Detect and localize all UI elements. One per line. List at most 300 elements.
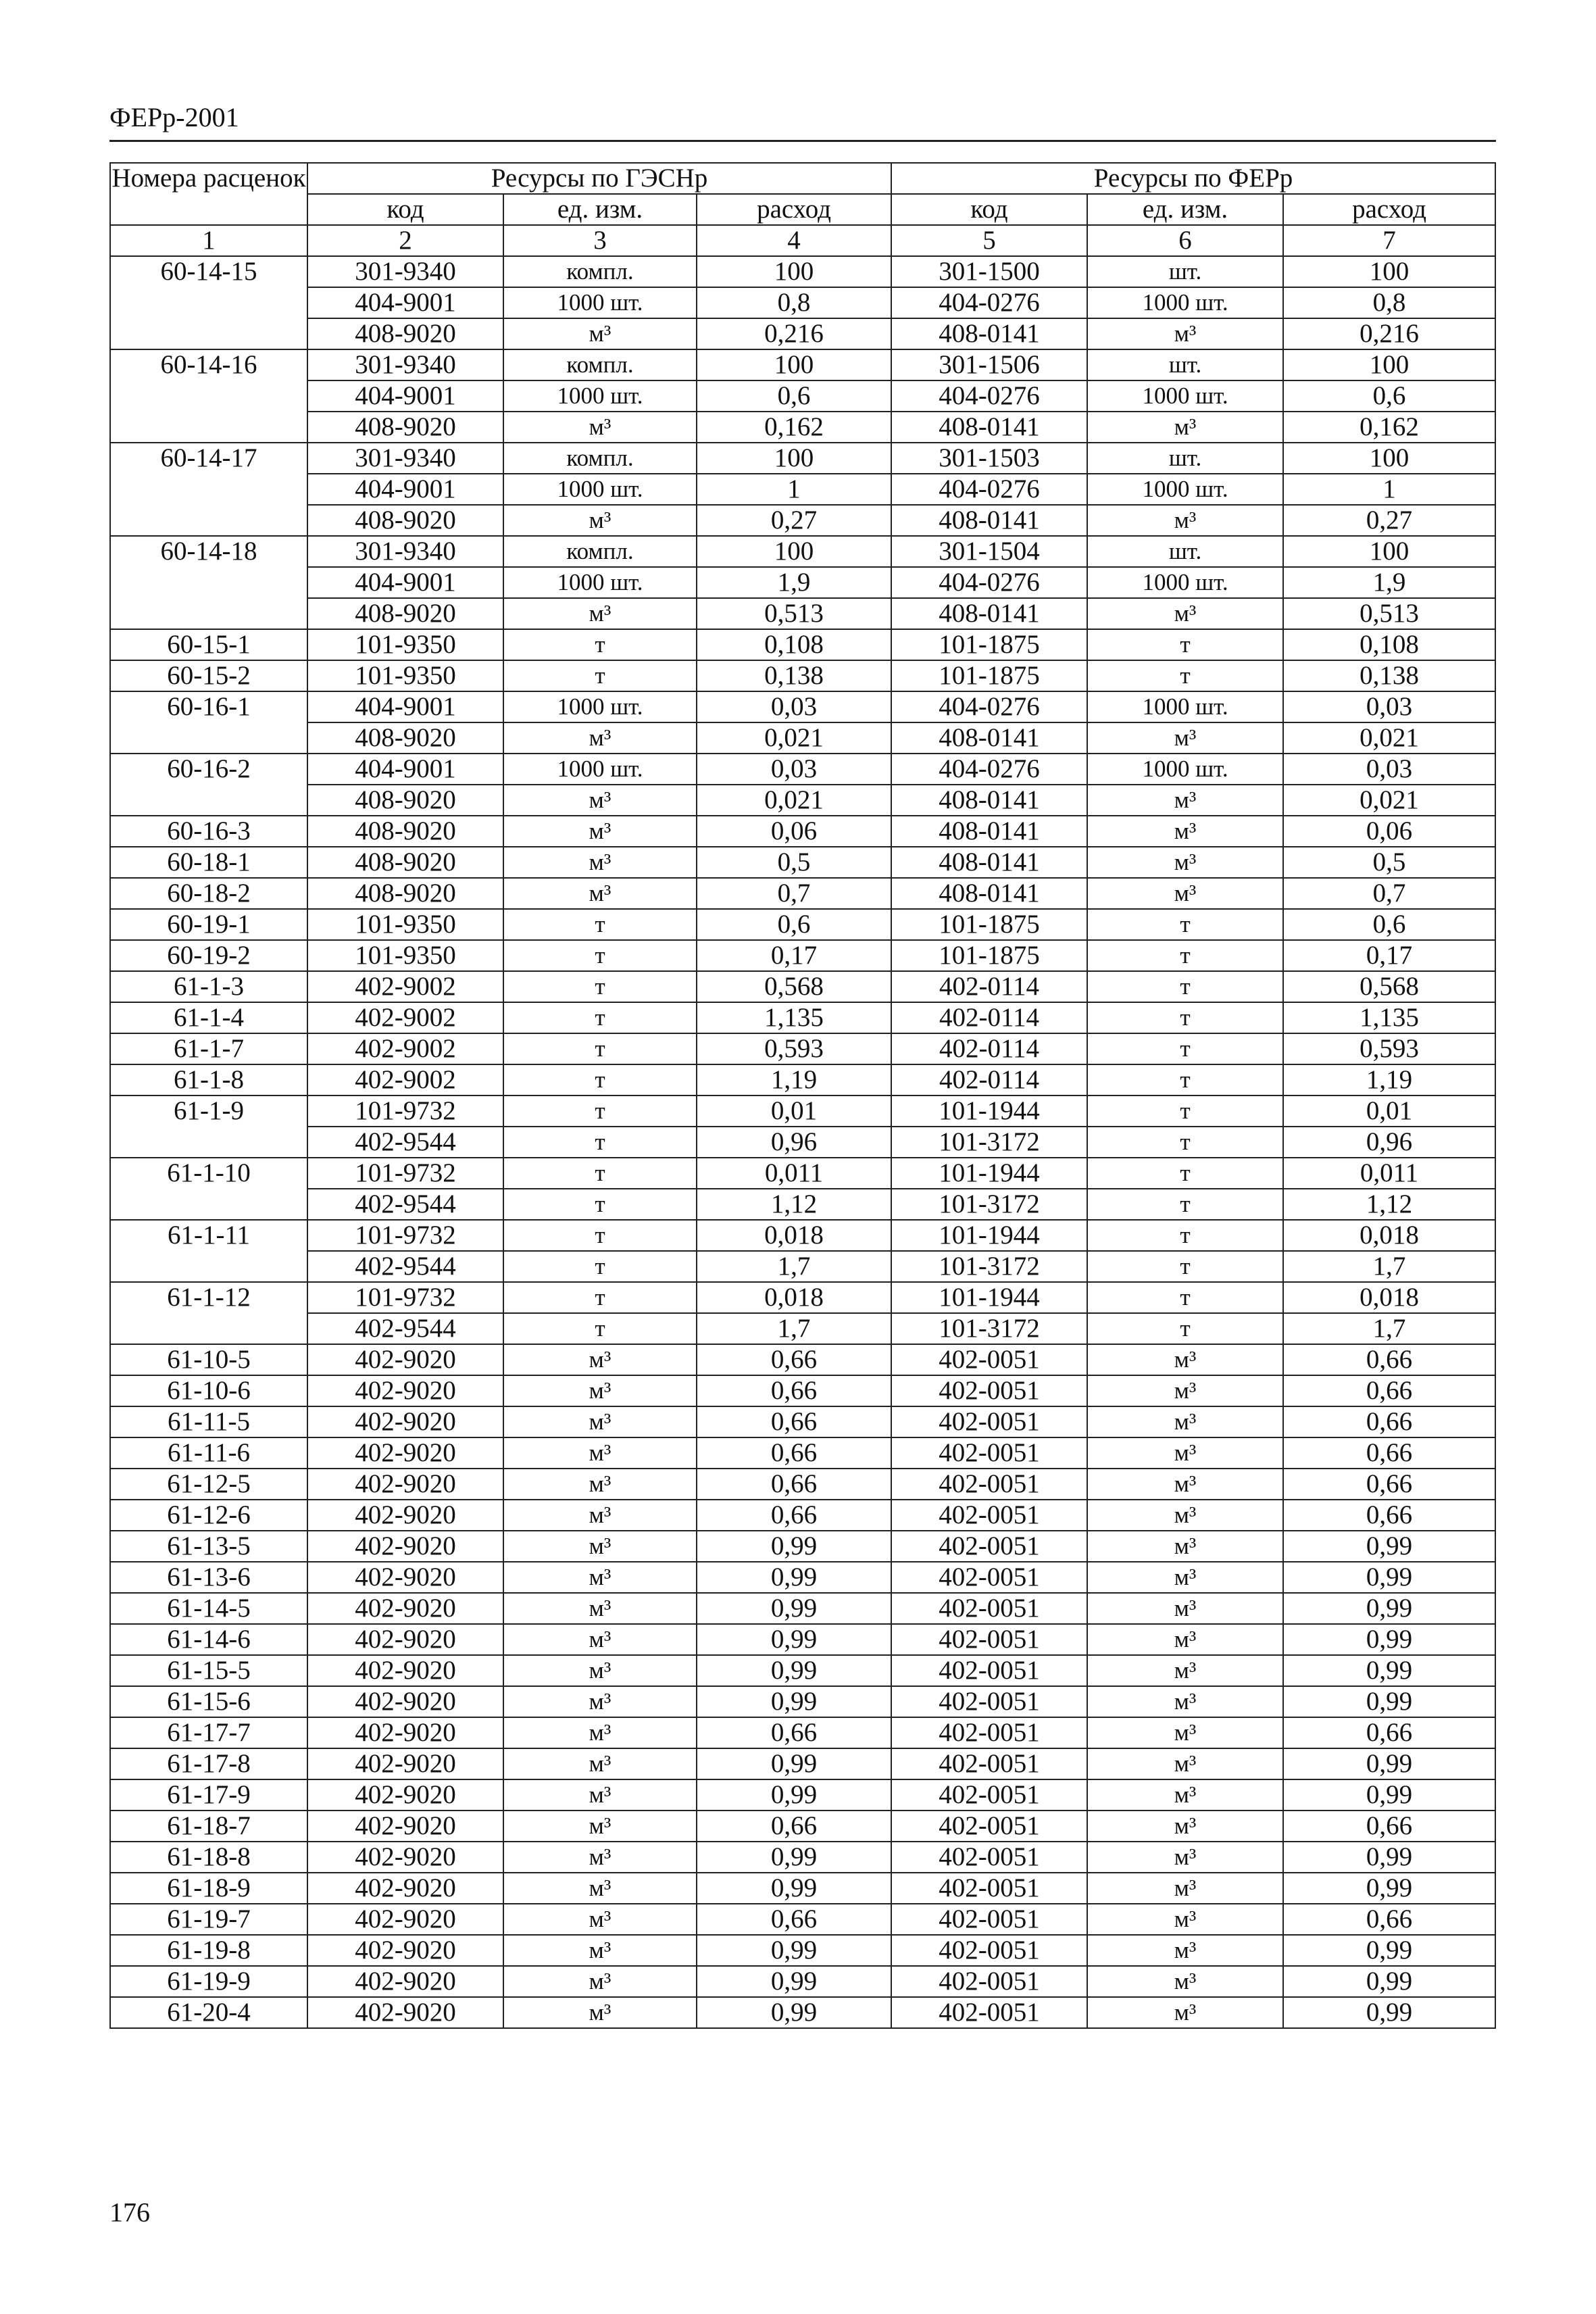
gesn-code-cell: 404-9001 [307,287,503,318]
rate-number-cell: 61-1-12 [110,1282,307,1344]
gesn-code-cell: 402-9020 [307,1686,503,1717]
gesn-code-cell: 402-9020 [307,1593,503,1624]
gesn-consumption-cell: 0,6 [697,909,891,940]
gesn-code-cell: 101-9732 [307,1220,503,1251]
gesn-code-cell: 402-9020 [307,1811,503,1842]
fer-code-cell: 408-0141 [891,598,1087,629]
fer-consumption-cell: 0,66 [1283,1811,1495,1842]
table-row [110,1127,1495,1158]
gesn-code-cell: 404-9001 [307,380,503,412]
fer-unit-cell: т [1087,1313,1283,1344]
fer-unit-cell: т [1087,971,1283,1002]
rate-number-cell: 60-14-15 [110,256,307,349]
fer-unit-cell: т [1087,1251,1283,1282]
gesn-consumption-cell: 0,66 [697,1437,891,1469]
rate-number-cell: 61-17-9 [110,1779,307,1811]
table-row [110,1437,1495,1469]
gesn-consumption-cell: 0,5 [697,847,891,878]
table-row [110,660,1495,691]
gesn-consumption-cell: 0,99 [697,1624,891,1655]
rate-number-cell: 61-18-9 [110,1873,307,1904]
fer-code-cell: 101-1944 [891,1282,1087,1313]
rate-number-cell: 60-16-2 [110,754,307,816]
gesn-code-cell: 404-9001 [307,567,503,598]
rate-number-cell: 61-1-11 [110,1220,307,1282]
gesn-unit-cell: 1000 шт. [503,380,697,412]
gesn-code-cell: 101-9732 [307,1158,503,1189]
gesn-unit-cell: м³ [503,1469,697,1500]
table-row [110,1002,1495,1033]
table-row [110,971,1495,1002]
rate-number-cell: 61-1-3 [110,971,307,1002]
table-row [110,1842,1495,1873]
fer-code-cell: 408-0141 [891,847,1087,878]
fer-consumption-cell: 1,7 [1283,1251,1495,1282]
table-row [110,1686,1495,1717]
fer-unit-cell: 1000 шт. [1087,287,1283,318]
rate-number-cell: 61-18-8 [110,1842,307,1873]
fer-code-cell: 408-0141 [891,722,1087,754]
fer-consumption-cell: 0,66 [1283,1406,1495,1437]
rate-number-cell: 60-19-2 [110,940,307,971]
gesn-consumption-cell: 0,66 [697,1500,891,1531]
column-number: 2 [307,225,503,256]
gesn-unit-cell: м³ [503,505,697,536]
gesn-unit-cell: м³ [503,1997,697,2028]
gesn-consumption-cell: 0,513 [697,598,891,629]
gesn-unit-cell: м³ [503,1873,697,1904]
fer-consumption-cell: 0,99 [1283,1966,1495,1997]
gesn-consumption-cell: 0,66 [697,1406,891,1437]
gesn-unit-cell: т [503,1127,697,1158]
gesn-code-cell: 402-9020 [307,1624,503,1655]
rate-number-cell: 60-18-1 [110,847,307,878]
fer-code-cell: 408-0141 [891,878,1087,909]
gesn-code-cell: 402-9020 [307,1406,503,1437]
gesn-consumption-cell: 0,06 [697,816,891,847]
fer-unit-cell: м³ [1087,598,1283,629]
gesn-code-cell: 408-9020 [307,816,503,847]
fer-consumption-cell: 0,99 [1283,1686,1495,1717]
gesn-consumption-cell: 0,6 [697,380,891,412]
gesn-code-cell: 101-9350 [307,909,503,940]
fer-unit-cell: т [1087,1220,1283,1251]
gesn-code-cell: 402-9020 [307,1904,503,1935]
gesn-code-cell: 408-9020 [307,318,503,349]
fer-unit-cell: т [1087,1002,1283,1033]
rate-number-cell: 61-11-6 [110,1437,307,1469]
fer-consumption-cell: 0,66 [1283,1500,1495,1531]
fer-unit-cell: м³ [1087,1811,1283,1842]
gesn-unit-cell: м³ [503,816,697,847]
gesn-code-cell: 402-9002 [307,1002,503,1033]
fer-consumption-cell: 0,17 [1283,940,1495,971]
gesn-consumption-cell: 100 [697,536,891,567]
gesn-unit-cell: м³ [503,1500,697,1531]
table-row [110,1997,1495,2028]
gesn-code-cell: 301-9340 [307,536,503,567]
fer-consumption-cell: 0,99 [1283,1655,1495,1686]
table-row [110,318,1495,349]
gesn-consumption-cell: 0,99 [697,1531,891,1562]
fer-unit-cell: т [1087,1127,1283,1158]
gesn-unit-cell: компл. [503,256,697,287]
gesn-code-cell: 402-9020 [307,1748,503,1779]
table-row [110,443,1495,474]
table-row [110,536,1495,567]
gesn-consumption-cell: 0,99 [697,1997,891,2028]
fer-unit-cell: м³ [1087,1873,1283,1904]
gesn-consumption-cell: 0,99 [697,1655,891,1686]
gesn-unit-cell: компл. [503,536,697,567]
fer-code-cell: 402-0051 [891,1437,1087,1469]
fer-code-cell: 101-3172 [891,1127,1087,1158]
gesn-code-cell: 402-9020 [307,1344,503,1375]
rate-number-cell: 61-19-7 [110,1904,307,1935]
rate-number-cell: 61-1-7 [110,1033,307,1064]
rate-number-cell: 60-14-18 [110,536,307,629]
fer-unit-cell: м³ [1087,1779,1283,1811]
table-row [110,1344,1495,1375]
fer-unit-cell: т [1087,1096,1283,1127]
sub-header-gesn-code: код [307,194,503,225]
gesn-unit-cell: т [503,1220,697,1251]
gesn-consumption-cell: 0,99 [697,1562,891,1593]
gesn-code-cell: 101-9350 [307,629,503,660]
gesn-code-cell: 402-9002 [307,1033,503,1064]
fer-consumption-cell: 0,7 [1283,878,1495,909]
table-row [110,1748,1495,1779]
table-row [110,1966,1495,1997]
fer-unit-cell: шт. [1087,349,1283,380]
table-row [110,256,1495,287]
table-row [110,287,1495,318]
gesn-unit-cell: т [503,660,697,691]
gesn-consumption-cell: 1,7 [697,1313,891,1344]
fer-consumption-cell: 100 [1283,349,1495,380]
fer-consumption-cell: 1,19 [1283,1064,1495,1096]
fer-code-cell: 402-0051 [891,1842,1087,1873]
column-number: 3 [503,225,697,256]
fer-consumption-cell: 0,66 [1283,1717,1495,1748]
table-head [110,163,1495,256]
gesn-consumption-cell: 0,66 [697,1717,891,1748]
fer-unit-cell: 1000 шт. [1087,754,1283,785]
gesn-consumption-cell: 0,96 [697,1127,891,1158]
rate-number-cell: 61-20-4 [110,1997,307,2028]
fer-code-cell: 402-0051 [891,1966,1087,1997]
table-row [110,1096,1495,1127]
fer-consumption-cell: 0,99 [1283,1779,1495,1811]
rate-number-cell: 61-14-6 [110,1624,307,1655]
gesn-consumption-cell: 1,135 [697,1002,891,1033]
fer-consumption-cell: 0,03 [1283,754,1495,785]
gesn-consumption-cell: 0,593 [697,1033,891,1064]
fer-code-cell: 101-1875 [891,660,1087,691]
gesn-unit-cell: м³ [503,1344,697,1375]
gesn-consumption-cell: 1,7 [697,1251,891,1282]
gesn-unit-cell: м³ [503,1624,697,1655]
fer-code-cell: 402-0051 [891,1593,1087,1624]
fer-unit-cell: м³ [1087,1500,1283,1531]
fer-unit-cell: м³ [1087,1966,1283,1997]
gesn-code-cell: 402-9020 [307,1375,503,1406]
gesn-unit-cell: т [503,629,697,660]
rate-number-cell: 61-10-6 [110,1375,307,1406]
fer-consumption-cell: 0,99 [1283,1842,1495,1873]
fer-code-cell: 404-0276 [891,380,1087,412]
fer-unit-cell: м³ [1087,816,1283,847]
fer-code-cell: 402-0051 [891,1469,1087,1500]
gesn-code-cell: 402-9544 [307,1189,503,1220]
gesn-consumption-cell: 0,66 [697,1811,891,1842]
gesn-code-cell: 402-9544 [307,1313,503,1344]
fer-unit-cell: м³ [1087,1437,1283,1469]
fer-unit-cell: 1000 шт. [1087,691,1283,722]
gesn-consumption-cell: 0,018 [697,1220,891,1251]
fer-consumption-cell: 1,12 [1283,1189,1495,1220]
gesn-unit-cell: м³ [503,318,697,349]
table-row [110,1251,1495,1282]
gesn-unit-cell: м³ [503,722,697,754]
fer-consumption-cell: 0,06 [1283,816,1495,847]
gesn-consumption-cell: 100 [697,443,891,474]
fer-unit-cell: м³ [1087,1842,1283,1873]
fer-consumption-cell: 0,513 [1283,598,1495,629]
fer-code-cell: 402-0114 [891,1033,1087,1064]
fer-code-cell: 402-0051 [891,1344,1087,1375]
gesn-unit-cell: м³ [503,598,697,629]
fer-unit-cell: т [1087,660,1283,691]
gesn-unit-cell: т [503,940,697,971]
fer-unit-cell: м³ [1087,1593,1283,1624]
gesn-unit-cell: т [503,1251,697,1282]
fer-code-cell: 101-3172 [891,1251,1087,1282]
fer-unit-cell: шт. [1087,256,1283,287]
fer-consumption-cell: 0,5 [1283,847,1495,878]
fer-unit-cell: м³ [1087,412,1283,443]
fer-code-cell: 301-1506 [891,349,1087,380]
fer-code-cell: 402-0051 [891,1500,1087,1531]
table-row [110,754,1495,785]
table-row [110,1469,1495,1500]
gesn-code-cell: 301-9340 [307,256,503,287]
fer-consumption-cell: 0,66 [1283,1437,1495,1469]
fer-unit-cell: т [1087,940,1283,971]
fer-code-cell: 101-3172 [891,1189,1087,1220]
fer-unit-cell: т [1087,1282,1283,1313]
gesn-code-cell: 101-9732 [307,1096,503,1127]
rate-number-cell: 61-18-7 [110,1811,307,1842]
fer-unit-cell: м³ [1087,505,1283,536]
gesn-unit-cell: м³ [503,1686,697,1717]
gesn-consumption-cell: 0,03 [697,754,891,785]
table-row [110,1904,1495,1935]
sub-header-gesn-unit: ед. изм. [503,194,697,225]
fer-code-cell: 402-0051 [891,1531,1087,1562]
fer-code-cell: 402-0051 [891,1655,1087,1686]
rate-number-cell: 61-1-4 [110,1002,307,1033]
fer-code-cell: 408-0141 [891,318,1087,349]
fer-code-cell: 402-0051 [891,1375,1087,1406]
rates-column-header [110,163,307,225]
gesn-code-cell: 402-9020 [307,1966,503,1997]
fer-consumption-cell: 0,6 [1283,909,1495,940]
gesn-consumption-cell: 0,03 [697,691,891,722]
gesn-consumption-cell: 0,66 [697,1375,891,1406]
rate-number-cell: 60-15-1 [110,629,307,660]
rate-number-cell: 61-11-5 [110,1406,307,1437]
fer-unit-cell: м³ [1087,1935,1283,1966]
gesn-unit-cell: м³ [503,1935,697,1966]
table-row [110,1935,1495,1966]
fer-consumption-cell: 0,108 [1283,629,1495,660]
fer-code-cell: 402-0114 [891,971,1087,1002]
fer-consumption-cell: 0,99 [1283,1935,1495,1966]
gesn-unit-cell: м³ [503,1437,697,1469]
gesn-unit-cell: м³ [503,1904,697,1935]
gesn-unit-cell: компл. [503,443,697,474]
gesn-code-cell: 402-9020 [307,1842,503,1873]
sub-header-fer-consumption: расход [1283,194,1495,225]
rate-number-cell: 60-14-16 [110,349,307,443]
rate-number-cell: 61-14-5 [110,1593,307,1624]
fer-code-cell: 404-0276 [891,754,1087,785]
gesn-unit-cell: м³ [503,1779,697,1811]
fer-unit-cell: т [1087,629,1283,660]
fer-unit-cell: 1000 шт. [1087,474,1283,505]
gesn-consumption-cell: 0,01 [697,1096,891,1127]
rate-number-cell: 60-14-17 [110,443,307,536]
gesn-consumption-cell: 0,99 [697,1935,891,1966]
gesn-consumption-cell: 0,99 [697,1873,891,1904]
gesn-consumption-cell: 0,011 [697,1158,891,1189]
gesn-code-cell: 402-9020 [307,1655,503,1686]
gesn-consumption-cell: 0,021 [697,785,891,816]
gesn-consumption-cell: 0,99 [697,1748,891,1779]
gesn-consumption-cell: 0,8 [697,287,891,318]
gesn-unit-cell: 1000 шт. [503,691,697,722]
gesn-consumption-cell: 0,018 [697,1282,891,1313]
gesn-unit-cell: т [503,1002,697,1033]
gesn-consumption-cell: 100 [697,256,891,287]
fer-consumption-cell: 0,66 [1283,1469,1495,1500]
header-rule [109,140,1496,142]
fer-unit-cell: т [1087,1189,1283,1220]
table-row [110,1220,1495,1251]
gesn-consumption-cell: 0,99 [697,1966,891,1997]
gesn-consumption-cell: 0,66 [697,1469,891,1500]
rate-number-cell: 60-16-3 [110,816,307,847]
table-row [110,629,1495,660]
gesn-consumption-cell: 1 [697,474,891,505]
sub-header-fer-unit: ед. изм. [1087,194,1283,225]
gesn-code-cell: 402-9020 [307,1531,503,1562]
gesn-code-cell: 408-9020 [307,598,503,629]
fer-code-cell: 402-0051 [891,1935,1087,1966]
table-row [110,878,1495,909]
fer-unit-cell: м³ [1087,722,1283,754]
gesn-consumption-cell: 0,66 [697,1904,891,1935]
gesn-code-cell: 402-9020 [307,1873,503,1904]
fer-unit-cell: м³ [1087,1748,1283,1779]
rate-number-cell: 60-18-2 [110,878,307,909]
gesn-consumption-cell: 0,7 [697,878,891,909]
fer-consumption-cell: 0,66 [1283,1344,1495,1375]
fer-unit-cell: т [1087,1158,1283,1189]
page-number: 176 [109,2197,150,2227]
gesn-unit-cell: м³ [503,785,697,816]
gesn-unit-cell: т [503,971,697,1002]
fer-consumption-cell: 0,99 [1283,1624,1495,1655]
fer-consumption-cell: 100 [1283,256,1495,287]
rate-number-cell: 60-15-2 [110,660,307,691]
table-row [110,816,1495,847]
gesn-code-cell: 402-9020 [307,1935,503,1966]
fer-consumption-cell: 0,66 [1283,1904,1495,1935]
fer-code-cell: 402-0051 [891,1624,1087,1655]
gesn-unit-cell: т [503,1096,697,1127]
rate-number-cell: 61-12-6 [110,1500,307,1531]
gesn-consumption-cell: 1,12 [697,1189,891,1220]
fer-consumption-cell: 0,162 [1283,412,1495,443]
fer-code-cell: 408-0141 [891,412,1087,443]
fer-unit-cell: т [1087,1033,1283,1064]
gesn-unit-cell: м³ [503,1655,697,1686]
fer-code-cell: 404-0276 [891,287,1087,318]
fer-consumption-cell: 0,03 [1283,691,1495,722]
gesn-code-cell: 408-9020 [307,412,503,443]
fer-code-cell: 404-0276 [891,567,1087,598]
fer-unit-cell: м³ [1087,318,1283,349]
gesn-code-cell: 408-9020 [307,505,503,536]
fer-consumption-cell: 0,6 [1283,380,1495,412]
column-number: 7 [1283,225,1495,256]
rate-number-cell: 61-19-9 [110,1966,307,1997]
table-row [110,1406,1495,1437]
fer-consumption-cell: 0,99 [1283,1593,1495,1624]
gesn-code-cell: 101-9732 [307,1282,503,1313]
table-row [110,691,1495,722]
gesn-code-cell: 101-9350 [307,940,503,971]
fer-code-cell: 402-0051 [891,1717,1087,1748]
fer-group-header: Ресурсы по ФЕРр [891,163,1495,194]
gesn-unit-cell: 1000 шт. [503,474,697,505]
gesn-code-cell: 402-9020 [307,1717,503,1748]
fer-consumption-cell: 1,7 [1283,1313,1495,1344]
rates-column-header-text: Номера расценок [111,164,306,193]
fer-code-cell: 402-0051 [891,1748,1087,1779]
fer-unit-cell: м³ [1087,1531,1283,1562]
fer-unit-cell: м³ [1087,1686,1283,1717]
fer-unit-cell: 1000 шт. [1087,567,1283,598]
gesn-unit-cell: м³ [503,1842,697,1873]
gesn-code-cell: 408-9020 [307,847,503,878]
gesn-unit-cell: м³ [503,1966,697,1997]
fer-consumption-cell: 0,138 [1283,660,1495,691]
fer-consumption-cell: 0,018 [1283,1220,1495,1251]
gesn-code-cell: 402-9544 [307,1251,503,1282]
gesn-code-cell: 101-9350 [307,660,503,691]
gesn-unit-cell: м³ [503,1375,697,1406]
gesn-code-cell: 404-9001 [307,754,503,785]
gesn-code-cell: 402-9020 [307,1562,503,1593]
fer-unit-cell: т [1087,909,1283,940]
table-row [110,1375,1495,1406]
table-body [110,256,1495,2028]
gesn-unit-cell: т [503,1033,697,1064]
table-row [110,1779,1495,1811]
